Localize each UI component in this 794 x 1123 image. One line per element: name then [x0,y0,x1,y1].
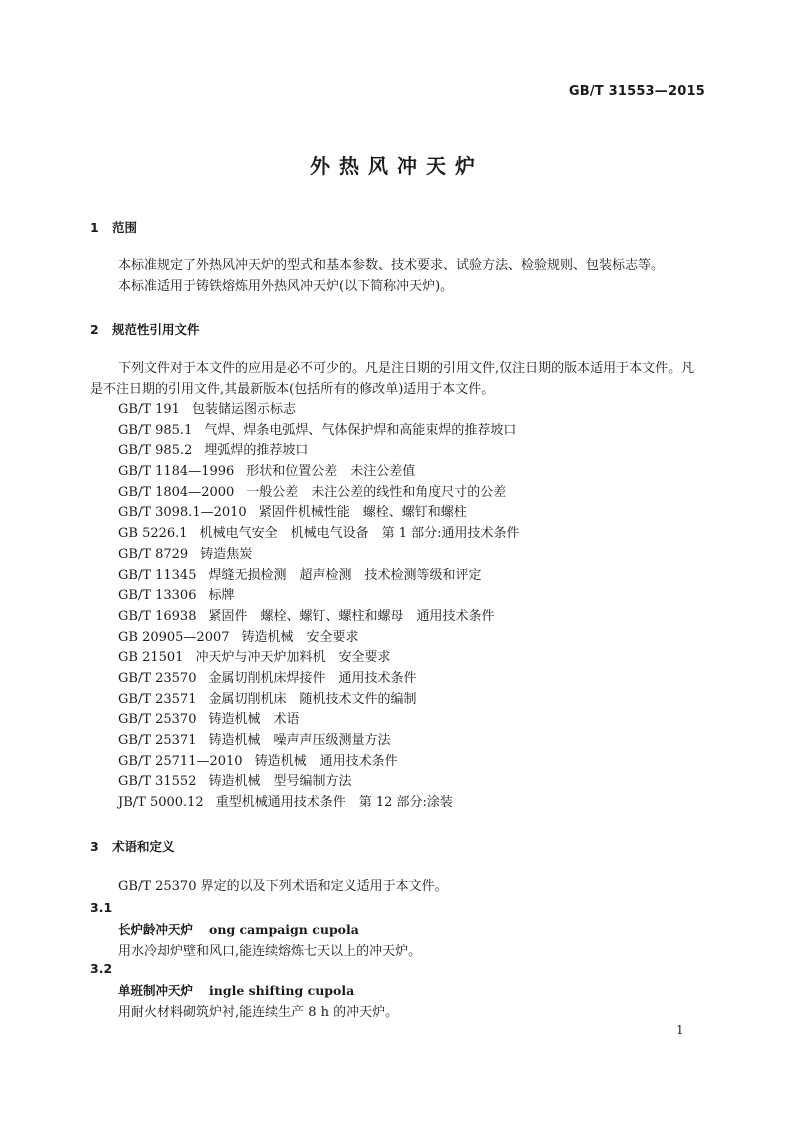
section-number: 2 [90,322,99,337]
term-number: 3.1 [90,900,113,915]
reference-title: 冲天炉与冲天炉加料机 安全要求 [195,650,391,666]
term-definition: 用耐火材料砌筑炉衬,能连续生产 8 h 的冲天炉。 [118,1005,399,1020]
reference-code: GB 5226.1 [118,526,188,542]
reference-item [118,421,519,442]
scope-paragraph-2: 本标准适用于铸铁熔炼用外热风冲天炉(以下简称冲天炉)。 [118,279,454,294]
section-title: 规范性引用文件 [112,322,200,337]
reference-title: 机械电气安全 机械电气设备 第 1 部分:通用技术条件 [199,526,520,542]
reference-code: GB/T 8729 [118,546,189,562]
reference-code: GB/T 25370 [118,712,197,728]
reference-item [118,566,519,587]
reference-title: 铸造机械 噪声声压级测量方法 [208,733,391,748]
reference-title: 气焊、焊条电弧焊、气体保护焊和高能束焊的推荐坡口 [204,422,517,438]
reference-title: 金属切削机床 随机技术文件的编制 [208,691,417,707]
reference-code: GB/T 16938 [118,608,197,624]
references-intro: 下列文件对于本文件的应用是必不可少的。凡是注日期的引用文件,仅注日期的版本适用于本文件。凡是不注日期的引用文件,其最新版本(包括所有的修改单)适用于本文件。 [90,361,695,397]
term-zh: 单班制冲天炉 [118,983,194,998]
section-number: 1 [90,220,99,235]
reference-title: 包装储运图示标志 [191,402,296,417]
reference-title: 铸造机械 通用技术条件 [254,753,398,769]
section-number: 3 [90,839,99,854]
reference-title: 铸造焦炭 [200,546,253,562]
section-title: 范围 [112,220,138,235]
reference-title: 形状和位置公差 未注公差值 [246,464,416,480]
reference-code: GB/T 13306 [118,588,197,604]
reference-title: 标牌 [208,588,235,604]
reference-item [118,793,519,814]
reference-title: 一般公差 未注公差的线性和角度尺寸的公差 [246,484,507,500]
reference-item [118,648,519,669]
reference-item [118,400,519,421]
section-3-heading [90,837,175,855]
reference-item [118,441,519,462]
reference-code: GB/T 985.1 [118,422,193,438]
reference-code: GB/T 191 [118,402,180,417]
reference-code: GB 21501 [118,650,184,666]
reference-code: GB/T 25711—2010 [118,753,243,769]
reference-title: 金属切削机床焊接件 通用技术条件 [208,670,417,686]
reference-item [118,462,519,483]
reference-title: 铸造机械 术语 [208,712,300,728]
reference-title: 重型机械通用技术条件 第 12 部分:涂装 [215,795,453,811]
term-number: 3.2 [90,961,113,976]
reference-item [118,752,519,773]
reference-code: GB/T 23570 [118,670,197,686]
reference-code: GB 20905—2007 [118,629,230,645]
term-definition: 用水冷却炉壁和风口,能连续熔炼七天以上的冲天炉。 [118,944,422,959]
reference-title: 紧固件机械性能 螺栓、螺钉和螺柱 [258,505,467,521]
term-zh: 长炉龄冲天炉 [118,922,194,937]
page-number: 1 [676,1023,684,1037]
term-title [118,920,359,938]
reference-code: GB/T 11345 [118,567,197,583]
reference-code: GB/T 1184—1996 [118,464,235,480]
reference-item [118,545,519,566]
reference-item [118,503,519,524]
reference-item [118,524,519,545]
term-en: ong campaign cupola [209,922,359,937]
reference-code: GB/T 25371 [118,733,197,748]
reference-code: GB/T 23571 [118,691,197,707]
reference-item [118,669,519,690]
reference-item [118,690,519,711]
document-title: 外热风冲天炉 [310,154,484,178]
standard-number: GB/T 31553—2015 [568,84,705,99]
scope-paragraph-1: 本标准规定了外热风冲天炉的型式和基本参数、技术要求、试验方法、检验规则、包装标志等。 [118,258,665,273]
reference-code: GB/T 31552 [118,774,197,790]
reference-title: 焊缝无损检测 超声检测 技术检测等级和评定 [208,567,482,583]
reference-title: 埋弧焊的推荐坡口 [204,443,309,459]
section-2-heading [90,320,200,338]
reference-code: JB/T 5000.12 [118,795,204,811]
reference-title: 铸造机械 型号编制方法 [208,774,352,790]
reference-list [118,400,519,814]
reference-code: GB/T 3098.1—2010 [118,505,247,521]
section-title: 术语和定义 [112,839,175,854]
reference-title: 铸造机械 安全要求 [241,629,359,645]
reference-item [118,731,519,752]
reference-item [118,628,519,649]
terms-intro: GB/T 25370 界定的以及下列术语和定义适用于本文件。 [118,879,448,894]
reference-item [118,607,519,628]
reference-item [118,483,519,504]
reference-code: GB/T 1804—2000 [118,484,235,500]
section-1-heading [90,218,137,236]
term-en: ingle shifting cupola [209,983,355,998]
reference-item [118,586,519,607]
reference-item [118,772,519,793]
term-title [118,981,354,999]
reference-code: GB/T 985.2 [118,443,193,459]
reference-item [118,710,519,731]
reference-title: 紧固件 螺栓、螺钉、螺柱和螺母 通用技术条件 [208,608,495,624]
